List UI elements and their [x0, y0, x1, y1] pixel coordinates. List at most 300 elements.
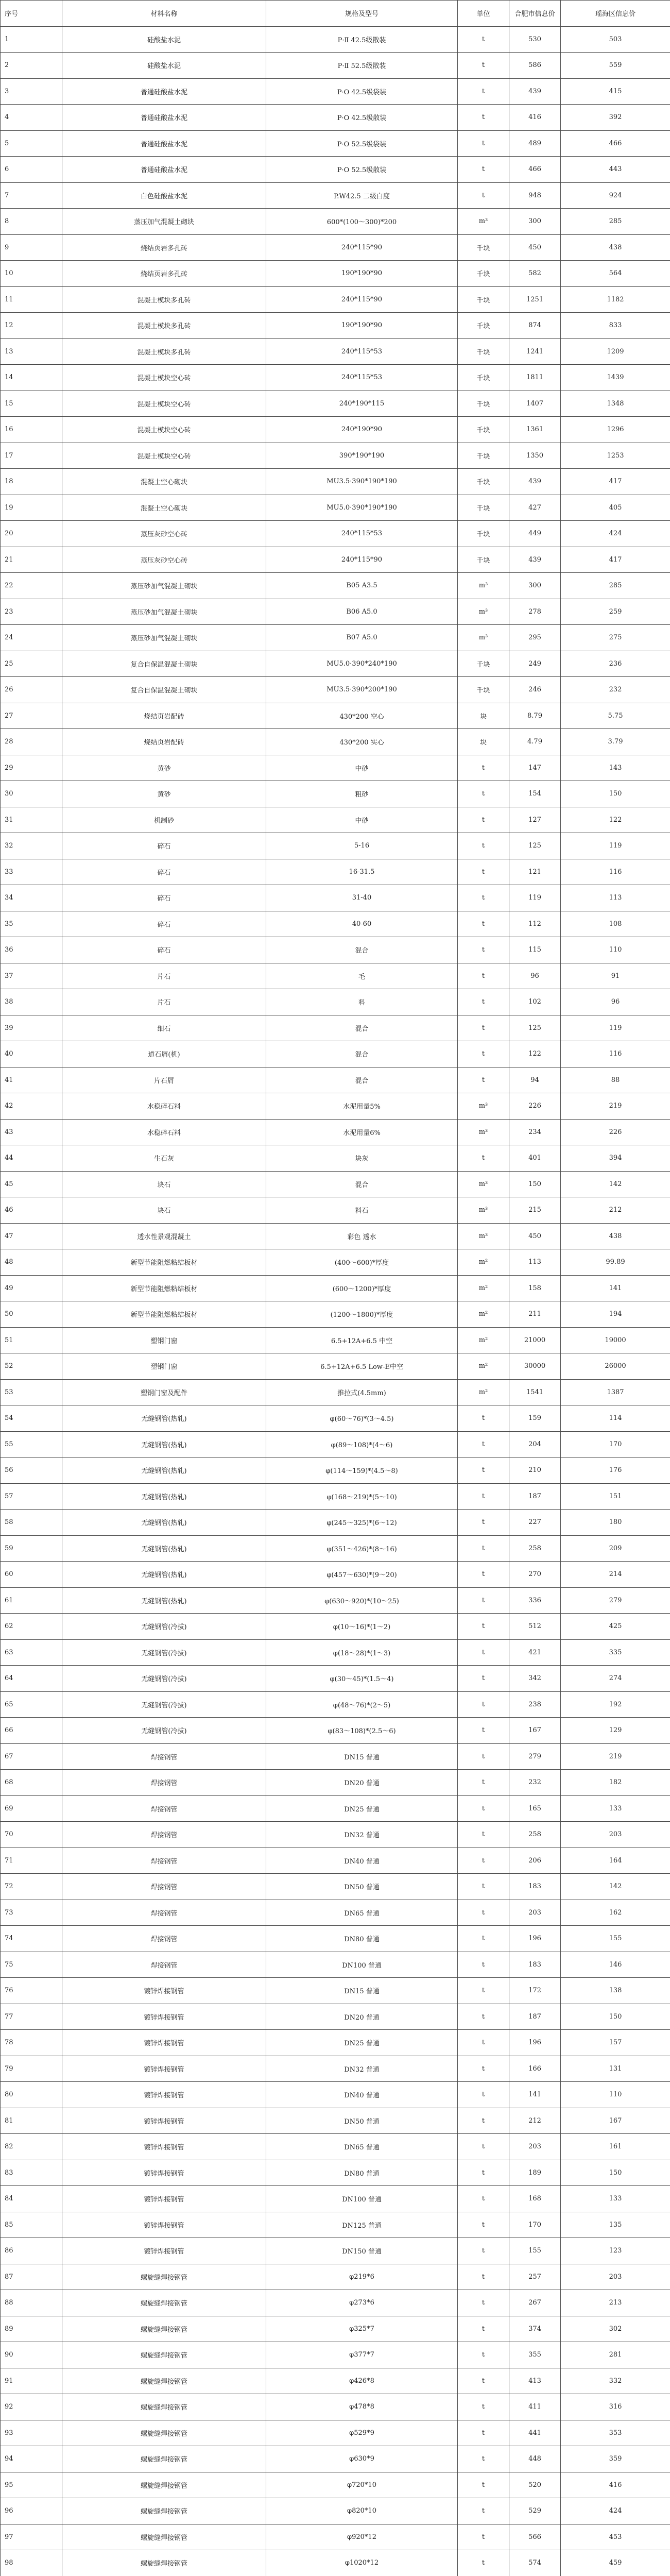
cell-city-price: 574 [509, 2550, 561, 2576]
cell-index: 22 [1, 573, 62, 599]
cell-index: 26 [1, 677, 62, 703]
table-row [1, 807, 670, 833]
cell-spec: DN65 普通 [266, 1900, 458, 1926]
cell-city-price: 1361 [509, 417, 561, 443]
cell-unit: 千块 [458, 677, 509, 703]
table-row [1, 391, 670, 417]
cell-district-price: 192 [561, 1691, 670, 1718]
cell-city-price: 30000 [509, 1353, 561, 1380]
cell-index: 60 [1, 1562, 62, 1588]
cell-unit: t [458, 2524, 509, 2550]
cell-material-name: 焊接钢管 [62, 1874, 266, 1900]
cell-district-price: 214 [561, 1562, 670, 1588]
cell-index: 31 [1, 807, 62, 833]
cell-unit: t [458, 2134, 509, 2160]
cell-city-price: 441 [509, 2420, 561, 2446]
cell-spec: φ630*9 [266, 2446, 458, 2472]
cell-unit: t [458, 2082, 509, 2108]
cell-district-price: 438 [561, 234, 670, 261]
cell-city-price: 170 [509, 2212, 561, 2238]
cell-spec: 190*190*90 [266, 261, 458, 287]
cell-material-name: 螺旋缝焊接钢管 [62, 2264, 266, 2290]
cell-material-name: 块石 [62, 1171, 266, 1197]
cell-unit: t [458, 2368, 509, 2394]
cell-spec: 水泥用量5% [266, 1093, 458, 1120]
cell-city-price: 411 [509, 2394, 561, 2420]
cell-city-price: 450 [509, 1223, 561, 1249]
cell-spec: MU5.0·390*240*190 [266, 651, 458, 677]
cell-spec: 块灰 [266, 1145, 458, 1172]
cell-material-name: 混凝土模块空心砖 [62, 417, 266, 443]
table-row [1, 495, 670, 521]
cell-city-price: 342 [509, 1666, 561, 1692]
cell-index: 25 [1, 651, 62, 677]
cell-spec: MU3.5·390*200*190 [266, 677, 458, 703]
cell-material-name: 焊接钢管 [62, 1822, 266, 1848]
cell-spec: DN25 普通 [266, 1795, 458, 1822]
cell-city-price: 530 [509, 26, 561, 53]
cell-index: 54 [1, 1405, 62, 1432]
cell-unit: t [458, 1874, 509, 1900]
table-row [1, 2550, 670, 2576]
cell-district-price: 91 [561, 963, 670, 989]
table-row [1, 313, 670, 339]
cell-city-price: 94 [509, 1067, 561, 1093]
cell-city-price: 1350 [509, 443, 561, 469]
cell-material-name: 普通硅酸盐水泥 [62, 130, 266, 157]
cell-spec: 中砂 [266, 807, 458, 833]
table-row [1, 1822, 670, 1848]
cell-material-name: 混凝土空心砌块 [62, 469, 266, 495]
cell-material-name: 焊接钢管 [62, 1770, 266, 1796]
cell-unit: t [458, 2160, 509, 2186]
cell-unit: m² [458, 1301, 509, 1328]
cell-index: 92 [1, 2394, 62, 2420]
table-row [1, 703, 670, 729]
cell-material-name: 新型节能阻燃粘结板材 [62, 1275, 266, 1301]
cell-material-name: 镀锌焊接钢管 [62, 2160, 266, 2186]
cell-unit: t [458, 1795, 509, 1822]
cell-index: 29 [1, 755, 62, 781]
table-row [1, 729, 670, 755]
cell-district-price: 332 [561, 2368, 670, 2394]
cell-district-price: 1439 [561, 365, 670, 391]
cell-material-name: 镀锌焊接钢管 [62, 2056, 266, 2082]
cell-index: 85 [1, 2212, 62, 2238]
cell-spec: B05 A3.5 [266, 573, 458, 599]
table-row [1, 234, 670, 261]
cell-district-price: 114 [561, 1405, 670, 1432]
cell-material-name: 蒸压砂加气混凝土砌块 [62, 573, 266, 599]
cell-city-price: 270 [509, 1562, 561, 1588]
cell-district-price: 176 [561, 1458, 670, 1484]
cell-unit: 千块 [458, 521, 509, 547]
cell-material-name: 无缝钢管(冷拔) [62, 1639, 266, 1666]
cell-unit: 千块 [458, 391, 509, 417]
cell-district-price: 316 [561, 2394, 670, 2420]
cell-material-name: 水稳碎石料 [62, 1119, 266, 1145]
cell-unit: t [458, 1431, 509, 1458]
table-row [1, 1562, 670, 1588]
cell-spec: 240*115*53 [266, 365, 458, 391]
table-row [1, 963, 670, 989]
cell-district-price: 274 [561, 1666, 670, 1692]
cell-index: 48 [1, 1249, 62, 1276]
cell-district-price: 108 [561, 911, 670, 937]
cell-spec: P·O 42.5级袋装 [266, 78, 458, 105]
cell-city-price: 948 [509, 182, 561, 209]
cell-city-price: 215 [509, 1197, 561, 1224]
cell-district-price: 88 [561, 1067, 670, 1093]
cell-unit: t [458, 2238, 509, 2264]
table-row [1, 521, 670, 547]
cell-district-price: 335 [561, 1639, 670, 1666]
cell-city-price: 8.79 [509, 703, 561, 729]
cell-index: 55 [1, 1431, 62, 1458]
table-row [1, 157, 670, 183]
cell-unit: t [458, 2264, 509, 2290]
cell-index: 3 [1, 78, 62, 105]
cell-city-price: 4.79 [509, 729, 561, 755]
table-row [1, 1405, 670, 1432]
table-row [1, 1327, 670, 1353]
cell-material-name: 塑钢门窗 [62, 1353, 266, 1380]
cell-index: 62 [1, 1614, 62, 1640]
cell-unit: t [458, 130, 509, 157]
cell-index: 18 [1, 469, 62, 495]
cell-unit: 千块 [458, 547, 509, 573]
cell-spec: B06 A5.0 [266, 599, 458, 625]
cell-spec: 600*(100～300)*200 [266, 209, 458, 235]
cell-material-name: 碎石 [62, 911, 266, 937]
cell-city-price: 167 [509, 1718, 561, 1744]
cell-city-price: 150 [509, 1171, 561, 1197]
cell-material-name: 复合自保温混凝土砌块 [62, 677, 266, 703]
cell-district-price: 119 [561, 1015, 670, 1041]
cell-unit: 千块 [458, 338, 509, 365]
cell-spec: φ(630～920)*(10～25) [266, 1587, 458, 1614]
cell-unit: t [458, 1743, 509, 1770]
cell-spec: DN125 普通 [266, 2212, 458, 2238]
table-row [1, 2472, 670, 2498]
cell-material-name: 烧结页岩多孔砖 [62, 261, 266, 287]
cell-material-name: 新型节能阻燃粘结板材 [62, 1301, 266, 1328]
cell-spec: 6.5+12A+6.5 Low-E中空 [266, 1353, 458, 1380]
cell-material-name: 片石 [62, 963, 266, 989]
table-row [1, 2056, 670, 2082]
cell-spec: φ(83～108)*(2.5～6) [266, 1718, 458, 1744]
cell-district-price: 394 [561, 1145, 670, 1172]
cell-index: 64 [1, 1666, 62, 1692]
cell-unit: t [458, 1041, 509, 1067]
cell-material-name: 镀锌焊接钢管 [62, 2030, 266, 2056]
cell-spec: φ(30～45)*(1.5～4) [266, 1666, 458, 1692]
cell-spec: 16-31.5 [266, 859, 458, 885]
cell-unit: t [458, 2108, 509, 2134]
cell-material-name: 透水性景观混凝土 [62, 1223, 266, 1249]
cell-city-price: 238 [509, 1691, 561, 1718]
cell-index: 37 [1, 963, 62, 989]
table-row [1, 182, 670, 209]
cell-city-price: 1811 [509, 365, 561, 391]
cell-city-price: 257 [509, 2264, 561, 2290]
cell-district-price: 559 [561, 53, 670, 79]
cell-index: 8 [1, 209, 62, 235]
table-row [1, 833, 670, 859]
cell-unit: m² [458, 1249, 509, 1276]
cell-spec: 6.5+12A+6.5 中空 [266, 1327, 458, 1353]
cell-material-name: 无缝钢管(热轧) [62, 1483, 266, 1510]
cell-material-name: 螺旋缝焊接钢管 [62, 2498, 266, 2524]
cell-spec: DN32 普通 [266, 1822, 458, 1848]
cell-index: 90 [1, 2342, 62, 2368]
cell-unit: t [458, 2212, 509, 2238]
cell-material-name: 焊接钢管 [62, 1795, 266, 1822]
cell-material-name: 普通硅酸盐水泥 [62, 78, 266, 105]
cell-material-name: 碎石 [62, 833, 266, 859]
cell-city-price: 147 [509, 755, 561, 781]
cell-spec: φ(18～28)*(1～3) [266, 1639, 458, 1666]
cell-material-name: 镀锌焊接钢管 [62, 2082, 266, 2108]
cell-district-price: 459 [561, 2550, 670, 2576]
cell-district-price: 417 [561, 547, 670, 573]
cell-district-price: 133 [561, 2186, 670, 2212]
cell-index: 57 [1, 1483, 62, 1510]
cell-district-price: 3.79 [561, 729, 670, 755]
cell-district-price: 466 [561, 130, 670, 157]
cell-unit: 千块 [458, 469, 509, 495]
cell-city-price: 112 [509, 911, 561, 937]
table-row [1, 2394, 670, 2420]
cell-spec: φ273*6 [266, 2290, 458, 2316]
cell-city-price: 586 [509, 53, 561, 79]
cell-city-price: 168 [509, 2186, 561, 2212]
cell-district-price: 162 [561, 1900, 670, 1926]
cell-index: 76 [1, 1978, 62, 2004]
cell-district-price: 279 [561, 1587, 670, 1614]
cell-unit: 千块 [458, 261, 509, 287]
cell-district-price: 417 [561, 469, 670, 495]
cell-district-price: 123 [561, 2238, 670, 2264]
cell-spec: DN65 普通 [266, 2134, 458, 2160]
table-row [1, 2212, 670, 2238]
cell-material-name: 水稳碎石料 [62, 1093, 266, 1120]
cell-unit: t [458, 807, 509, 833]
cell-city-price: 512 [509, 1614, 561, 1640]
cell-index: 46 [1, 1197, 62, 1224]
cell-unit: t [458, 1978, 509, 2004]
cell-index: 24 [1, 625, 62, 651]
cell-index: 53 [1, 1379, 62, 1405]
cell-material-name: 螺旋缝焊接钢管 [62, 2368, 266, 2394]
table-row [1, 2342, 670, 2368]
cell-city-price: 246 [509, 677, 561, 703]
cell-unit: t [458, 1510, 509, 1536]
cell-index: 91 [1, 2368, 62, 2394]
cell-material-name: 道石屑(机) [62, 1041, 266, 1067]
table-row [1, 2186, 670, 2212]
cell-spec: 料 [266, 989, 458, 1015]
cell-spec: DN32 普通 [266, 2056, 458, 2082]
table-row [1, 625, 670, 651]
cell-district-price: 133 [561, 1795, 670, 1822]
table-row [1, 1666, 670, 1692]
cell-city-price: 212 [509, 2108, 561, 2134]
cell-material-name: 混凝土模块空心砖 [62, 391, 266, 417]
cell-unit: 千块 [458, 313, 509, 339]
cell-material-name: 蒸压加气混凝土砌块 [62, 209, 266, 235]
cell-index: 98 [1, 2550, 62, 2576]
cell-district-price: 129 [561, 1718, 670, 1744]
cell-index: 52 [1, 1353, 62, 1380]
cell-spec: φ377*7 [266, 2342, 458, 2368]
cell-district-price: 392 [561, 105, 670, 131]
cell-material-name: 无缝钢管(热轧) [62, 1587, 266, 1614]
cell-index: 63 [1, 1639, 62, 1666]
cell-unit: t [458, 2446, 509, 2472]
cell-index: 56 [1, 1458, 62, 1484]
cell-city-price: 125 [509, 1015, 561, 1041]
cell-spec: DN40 普通 [266, 2082, 458, 2108]
cell-material-name: 碎石 [62, 859, 266, 885]
cell-spec: 彩色 透水 [266, 1223, 458, 1249]
cell-spec: 料石 [266, 1197, 458, 1224]
table-row [1, 130, 670, 157]
cell-unit: t [458, 1145, 509, 1172]
cell-unit: t [458, 2498, 509, 2524]
cell-city-price: 154 [509, 781, 561, 807]
cell-district-price: 1253 [561, 443, 670, 469]
cell-city-price: 187 [509, 2004, 561, 2030]
cell-material-name: 焊接钢管 [62, 1926, 266, 1952]
cell-district-price: 150 [561, 781, 670, 807]
cell-district-price: 1296 [561, 417, 670, 443]
cell-district-price: 150 [561, 2160, 670, 2186]
table-row [1, 2498, 670, 2524]
cell-material-name: 烧结页岩多孔砖 [62, 234, 266, 261]
cell-unit: m² [458, 1275, 509, 1301]
cell-district-price: 116 [561, 1041, 670, 1067]
cell-city-price: 413 [509, 2368, 561, 2394]
table-row [1, 1458, 670, 1484]
cell-spec: DN40 普通 [266, 1848, 458, 1874]
table-row [1, 1691, 670, 1718]
cell-material-name: 无缝钢管(热轧) [62, 1405, 266, 1432]
cell-unit: t [458, 937, 509, 963]
cell-district-price: 302 [561, 2316, 670, 2342]
cell-spec: φ(168～219)*(5～10) [266, 1483, 458, 1510]
cell-district-price: 209 [561, 1535, 670, 1562]
cell-district-price: 232 [561, 677, 670, 703]
table-row [1, 261, 670, 287]
cell-district-price: 1182 [561, 286, 670, 313]
cell-district-price: 1387 [561, 1379, 670, 1405]
table-row [1, 1197, 670, 1224]
cell-material-name: 塑钢门窗及配件 [62, 1379, 266, 1405]
cell-index: 65 [1, 1691, 62, 1718]
cell-spec: (600～1200)*厚度 [266, 1275, 458, 1301]
cell-unit: t [458, 1562, 509, 1588]
cell-spec: P.W42.5 二级白度 [266, 182, 458, 209]
cell-spec: φ426*8 [266, 2368, 458, 2394]
cell-spec: 混合 [266, 937, 458, 963]
cell-unit: t [458, 1666, 509, 1692]
table-row [1, 1587, 670, 1614]
cell-city-price: 102 [509, 989, 561, 1015]
cell-district-price: 564 [561, 261, 670, 287]
cell-unit: t [458, 1587, 509, 1614]
cell-material-name: 螺旋缝焊接钢管 [62, 2550, 266, 2576]
cell-district-price: 99.89 [561, 1249, 670, 1276]
table-row [1, 1353, 670, 1380]
cell-unit: t [458, 1900, 509, 1926]
cell-index: 36 [1, 937, 62, 963]
cell-material-name: 机制砂 [62, 807, 266, 833]
cell-city-price: 1541 [509, 1379, 561, 1405]
cell-index: 45 [1, 1171, 62, 1197]
cell-material-name: 混凝土模块多孔砖 [62, 286, 266, 313]
table-row [1, 1275, 670, 1301]
table-row [1, 417, 670, 443]
cell-city-price: 206 [509, 1848, 561, 1874]
cell-unit: m³ [458, 209, 509, 235]
table-row [1, 105, 670, 131]
cell-material-name: 镀锌焊接钢管 [62, 2004, 266, 2030]
cell-index: 16 [1, 417, 62, 443]
cell-unit: m³ [458, 1223, 509, 1249]
table-row [1, 1093, 670, 1120]
cell-district-price: 135 [561, 2212, 670, 2238]
table-row [1, 469, 670, 495]
cell-material-name: 焊接钢管 [62, 1743, 266, 1770]
cell-material-name: 无缝钢管(热轧) [62, 1431, 266, 1458]
cell-index: 23 [1, 599, 62, 625]
table-row [1, 78, 670, 105]
cell-unit: 块 [458, 703, 509, 729]
table-row [1, 573, 670, 599]
cell-material-name: 蒸压砂加气混凝土砌块 [62, 599, 266, 625]
cell-spec: 390*190*190 [266, 443, 458, 469]
cell-material-name: 镀锌焊接钢管 [62, 2238, 266, 2264]
table-row [1, 1535, 670, 1562]
cell-district-price: 180 [561, 1510, 670, 1536]
cell-spec: DN80 普通 [266, 1926, 458, 1952]
cell-district-price: 161 [561, 2134, 670, 2160]
cell-unit: t [458, 78, 509, 105]
cell-index: 38 [1, 989, 62, 1015]
table-row [1, 26, 670, 53]
cell-city-price: 258 [509, 1535, 561, 1562]
table-row [1, 53, 670, 79]
cell-spec: φ(89～108)*(4～6) [266, 1431, 458, 1458]
cell-spec: DN15 普通 [266, 1743, 458, 1770]
cell-district-price: 182 [561, 1770, 670, 1796]
cell-material-name: 镀锌焊接钢管 [62, 2186, 266, 2212]
cell-index: 67 [1, 1743, 62, 1770]
cell-material-name: 镀锌焊接钢管 [62, 2108, 266, 2134]
cell-spec: DN100 普通 [266, 1952, 458, 1978]
cell-material-name: 片石屑 [62, 1067, 266, 1093]
cell-material-name: 无缝钢管(冷拔) [62, 1691, 266, 1718]
cell-unit: t [458, 1458, 509, 1484]
cell-spec: 水泥用量6% [266, 1119, 458, 1145]
cell-district-price: 116 [561, 859, 670, 885]
cell-spec: φ(114～159)*(4.5～8) [266, 1458, 458, 1484]
table-row [1, 1926, 670, 1952]
table-row [1, 2238, 670, 2264]
cell-unit: 块 [458, 729, 509, 755]
table-row [1, 2108, 670, 2134]
